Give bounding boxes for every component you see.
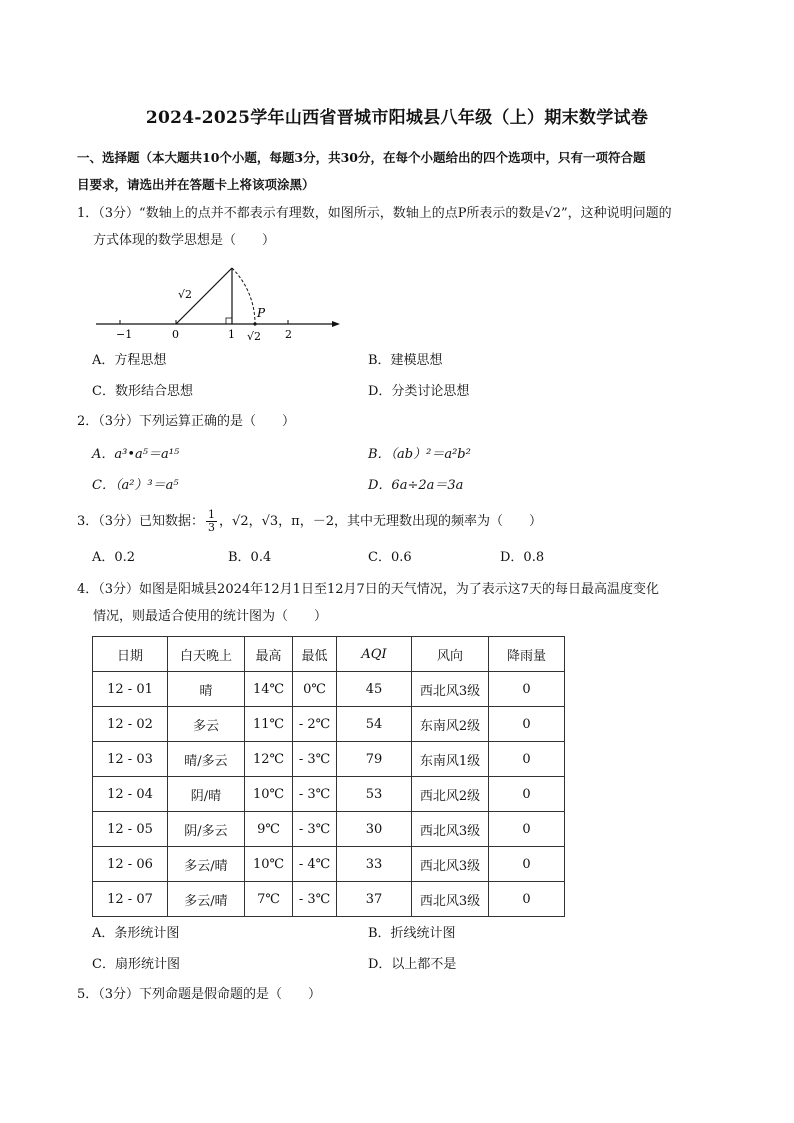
cell-rain: 0	[489, 777, 565, 812]
cell-rain: 0	[489, 672, 565, 707]
q1-option-d[interactable]: D．分类讨论思想	[368, 384, 470, 399]
cell-aqi: 54	[337, 707, 412, 742]
header-wind: 风向	[412, 637, 489, 672]
cell-date: 12 - 03	[93, 742, 168, 777]
cell-rain: 0	[489, 742, 565, 777]
cell-low: - 3℃	[293, 742, 337, 777]
cell-date: 12 - 04	[93, 777, 168, 812]
q1-line-2: 方式体现的数学思想是（ ）	[93, 233, 276, 248]
cell-rain: 0	[489, 707, 565, 742]
cell-aqi: 37	[337, 882, 412, 917]
cell-rain: 0	[489, 882, 565, 917]
header-aqi: AQI	[337, 637, 412, 672]
table-row	[93, 882, 565, 917]
q3-option-a[interactable]: A．0.2	[92, 550, 136, 565]
cell-day-night: 阴/多云	[168, 812, 245, 847]
header-low: 最低	[293, 637, 337, 672]
header-date: 日期	[93, 637, 168, 672]
header-rain: 降雨量	[489, 637, 565, 672]
q3-option-b[interactable]: B．0.4	[228, 550, 272, 565]
cell-high: 12℃	[245, 742, 293, 777]
cell-wind: 西北风3级	[412, 847, 489, 882]
q4-option-b[interactable]: B．折线统计图	[368, 926, 456, 941]
cell-aqi: 33	[337, 847, 412, 882]
cell-wind: 西北风2级	[412, 777, 489, 812]
table-row	[93, 777, 565, 812]
q4-option-c[interactable]: C．扇形统计图	[92, 957, 180, 972]
cell-day-night: 多云/晴	[168, 847, 245, 882]
q2-option-a[interactable]: A．a³•a⁵＝a¹⁵	[92, 447, 180, 462]
question-2: 2．（3分）下列运算正确的是（ ）	[77, 414, 296, 429]
q3-option-d[interactable]: D．0.8	[500, 550, 545, 565]
cell-rain: 0	[489, 847, 565, 882]
cell-aqi: 30	[337, 812, 412, 847]
cell-date: 12 - 06	[93, 847, 168, 882]
tick-label-sqrt2: √2	[247, 330, 262, 343]
cell-high: 9℃	[245, 812, 293, 847]
cell-rain: 0	[489, 812, 565, 847]
table-row	[93, 812, 565, 847]
q4-line-1: 4．（3分）如图是阳城县2024年12月1日至12月7日的天气情况，为了表示这7天的每日最高温度变化	[77, 582, 660, 597]
table-row	[93, 672, 565, 707]
cell-wind: 西北风3级	[412, 812, 489, 847]
cell-high: 10℃	[245, 777, 293, 812]
cell-wind: 西北风3级	[412, 672, 489, 707]
table-header-row	[93, 637, 565, 672]
cell-day-night: 晴	[168, 672, 245, 707]
q3-fraction	[206, 509, 217, 534]
tick-label-2: 2	[285, 328, 292, 341]
cell-day-night: 多云/晴	[168, 882, 245, 917]
q4-option-a[interactable]: A．条形统计图	[92, 926, 180, 941]
q2-option-d[interactable]: D．6a÷2a＝3a	[368, 478, 464, 493]
q2-option-b[interactable]: B．（ab）²＝a²b²	[368, 447, 471, 462]
cell-wind: 东南风1级	[412, 742, 489, 777]
cell-aqi: 53	[337, 777, 412, 812]
table-body	[93, 672, 565, 917]
q1-option-c[interactable]: C．数形结合思想	[92, 384, 193, 399]
q1-option-b[interactable]: B．建模思想	[368, 353, 443, 368]
header-day-night: 白天晚上	[168, 637, 245, 672]
header-high: 最高	[245, 637, 293, 672]
section-line-2: 目要求，请选出并在答题卡上将该项涂黑）	[77, 177, 315, 192]
q4-line-2: 情况，则最适合使用的统计图为（ ）	[93, 609, 328, 624]
cell-day-night: 晴/多云	[168, 742, 245, 777]
cell-date: 12 - 01	[93, 672, 168, 707]
cell-day-night: 多云	[168, 707, 245, 742]
cell-low: - 2℃	[293, 707, 337, 742]
section-header	[77, 144, 722, 198]
point-p	[253, 322, 256, 325]
question-4	[77, 576, 727, 630]
cell-wind: 西北风3级	[412, 882, 489, 917]
question-5: 5．（3分）下列命题是假命题的是（ ）	[77, 987, 322, 1002]
section-line-1: 一、选择题（本大题共10个小题，每题3分，共30分，在每个小题给出的四个选项中，只有一项符合题	[77, 150, 646, 165]
cell-high: 11℃	[245, 707, 293, 742]
q3-option-c[interactable]: C．0.6	[368, 550, 412, 565]
cell-aqi: 45	[337, 672, 412, 707]
cell-low: - 3℃	[293, 777, 337, 812]
cell-low: - 4℃	[293, 847, 337, 882]
cell-wind: 东南风2级	[412, 707, 489, 742]
cell-date: 12 - 02	[93, 707, 168, 742]
table-row	[93, 742, 565, 777]
cell-high: 10℃	[245, 847, 293, 882]
right-angle-mark	[226, 318, 232, 324]
cell-high: 7℃	[245, 882, 293, 917]
q1-line-1: 1．（3分）“数轴上的点并不都表示有理数，如图所示，数轴上的点P所表示的数是√2”，这种说明问题的	[77, 206, 672, 221]
hypotenuse-label: √2	[178, 288, 193, 301]
cell-high: 14℃	[245, 672, 293, 707]
arc-dashed	[232, 268, 255, 324]
cell-date: 12 - 07	[93, 882, 168, 917]
q1-option-a[interactable]: A．方程思想	[92, 353, 167, 368]
q3-stem-before: 3．（3分）已知数据：	[77, 514, 205, 529]
q3-frac-num: 1	[208, 508, 216, 521]
cell-aqi: 79	[337, 742, 412, 777]
question-3	[77, 508, 727, 535]
axis-arrow	[332, 321, 340, 327]
table-row	[93, 707, 565, 742]
cell-low: - 3℃	[293, 882, 337, 917]
point-p-label: P	[257, 306, 266, 320]
cell-low: - 3℃	[293, 812, 337, 847]
tick-label-1: 1	[228, 328, 235, 341]
tick-label-0: 0	[172, 328, 179, 341]
tick-label-neg1: −1	[116, 328, 133, 341]
cell-date: 12 - 05	[93, 812, 168, 847]
cell-low: 0℃	[293, 672, 337, 707]
cell-day-night: 阴/晴	[168, 777, 245, 812]
q3-frac-den: 3	[208, 521, 216, 534]
exam-title: 2024-2025学年山西省晋城市阳城县八年级（上）期末数学试卷	[145, 108, 649, 128]
number-line-figure	[92, 262, 352, 348]
q3-stem-after: ，√2，√3，π，－2，其中无理数出现的频率为（ ）	[219, 514, 542, 529]
question-1	[77, 200, 727, 254]
table-row	[93, 847, 565, 882]
weather-table	[92, 636, 565, 917]
q2-option-c[interactable]: C．（a²）³＝a⁵	[92, 478, 179, 493]
q4-option-d[interactable]: D．以上都不是	[368, 957, 457, 972]
